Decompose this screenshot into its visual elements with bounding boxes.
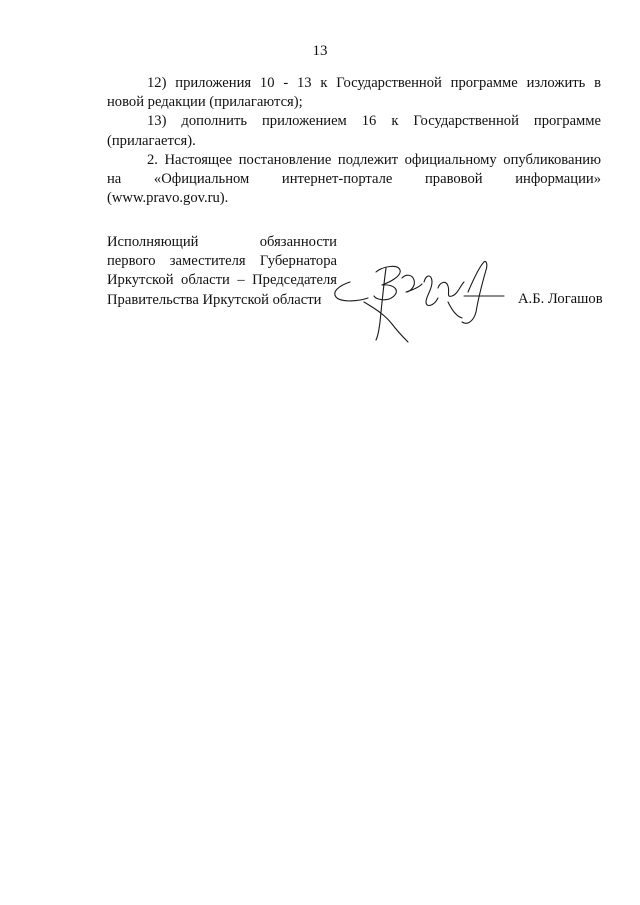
handwritten-signature	[328, 252, 508, 347]
position-line: первого заместителя Губернатора	[107, 253, 337, 270]
signatory-position	[107, 233, 337, 310]
paragraph-line: новой редакции (прилагаются);	[107, 94, 303, 111]
body-text	[107, 74, 601, 208]
position-line: Иркутской области – Председателя	[107, 272, 337, 289]
paragraph-line: на «Официальном интернет-портале правовой информации»	[107, 171, 601, 188]
position-line: Исполняющий обязанности	[107, 234, 337, 250]
paragraph-line: 2. Настоящее постановление подлежит официальному опубликованию	[147, 151, 601, 168]
position-line: Правительства Иркутской области	[107, 291, 322, 308]
paragraph-line: (прилагается).	[107, 132, 196, 149]
signatory-name: А.Б. Логашов	[518, 291, 603, 307]
paragraph-line: 12) приложения 10 - 13 к Государственной программе изложить в	[147, 75, 601, 91]
page-number: 13	[312, 43, 328, 59]
paragraph-item-13	[107, 112, 601, 150]
paragraph-line: (www.pravo.gov.ru).	[107, 190, 229, 207]
paragraph-item-12	[107, 74, 601, 112]
paragraph-line: 13) дополнить приложением 16 к Государственной программе	[147, 113, 601, 130]
paragraph-section-2	[107, 151, 601, 209]
